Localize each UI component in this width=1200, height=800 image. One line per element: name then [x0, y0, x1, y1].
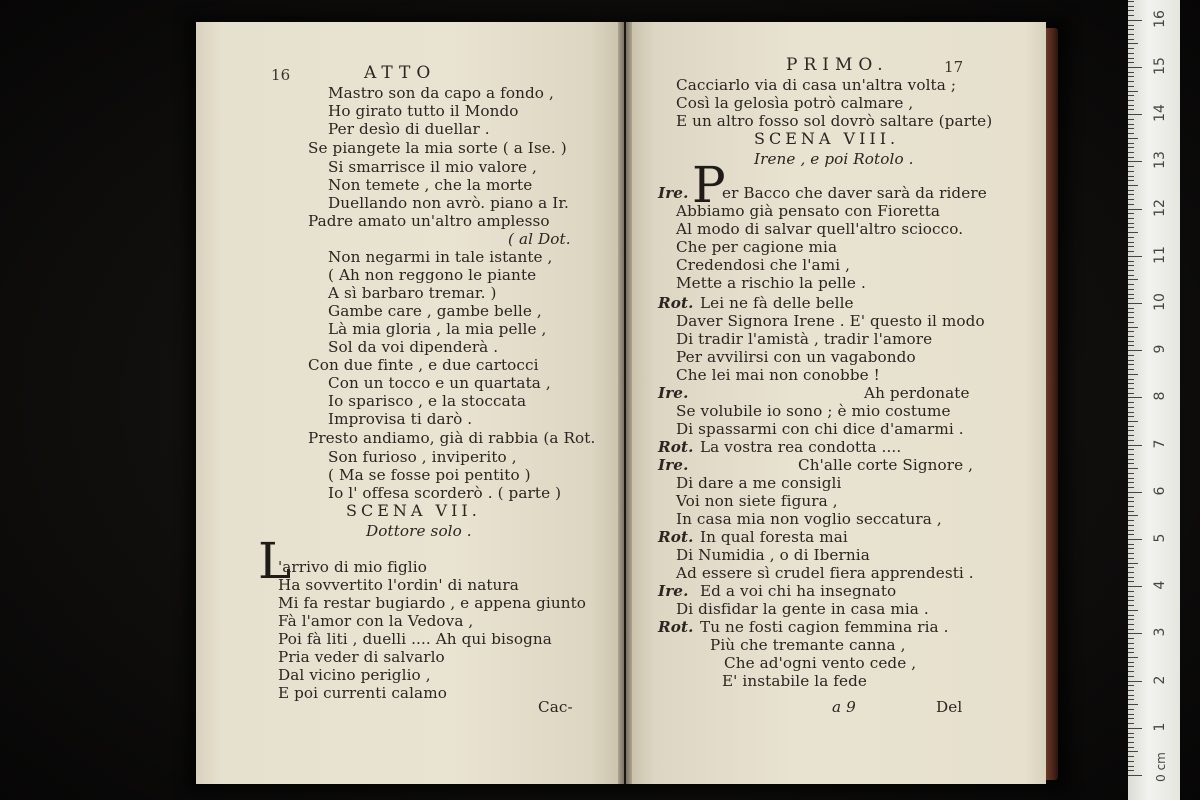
ruler-tick — [1128, 468, 1138, 469]
verse-line: Non temete , che la morte — [328, 176, 533, 194]
ruler-tick — [1128, 534, 1134, 535]
ruler-tick — [1128, 1, 1134, 2]
speaker-label: Rot. — [658, 618, 694, 636]
ruler-tick — [1128, 681, 1142, 682]
ruler-tick — [1128, 600, 1134, 601]
ruler-tick — [1128, 619, 1134, 620]
left-page — [196, 22, 624, 784]
dialogue-line: Che lei mai non conobbe ! — [676, 366, 880, 384]
ruler-tick — [1128, 199, 1134, 200]
dialogue-line: Daver Signora Irene . E' questo il modo — [676, 312, 985, 330]
ruler-tick — [1128, 294, 1134, 295]
ruler-tick — [1128, 256, 1142, 257]
ruler-tick — [1128, 709, 1134, 710]
dialogue-line: Ah perdonate — [864, 384, 970, 402]
verse-line: Così la gelosìa potrò calmare , — [676, 94, 914, 112]
scene-title: SCENA VIII. — [754, 129, 900, 148]
dialogue-line: Abbiamo già pensato con Fioretta — [676, 202, 941, 220]
ruler-tick — [1128, 761, 1134, 762]
speaker-label: Rot. — [658, 438, 694, 456]
ruler-tick — [1128, 152, 1134, 153]
ruler-tick — [1128, 204, 1134, 205]
ruler-tick — [1128, 723, 1134, 724]
ruler-tick — [1128, 766, 1134, 767]
dialogue-line: Per avvilirsi con un vagabondo — [676, 348, 916, 366]
signature-mark: a 9 — [832, 698, 856, 716]
ruler-tick — [1128, 218, 1134, 219]
ruler-tick — [1128, 416, 1134, 417]
ruler-tick — [1128, 643, 1134, 644]
verse-line: Dal vicino periglio , — [278, 666, 431, 684]
ruler-tick — [1128, 39, 1134, 40]
verse-line: Si smarrisce il mio valore , — [328, 158, 537, 176]
book-gutter — [618, 22, 632, 784]
ruler-tick — [1128, 487, 1134, 488]
ruler-tick — [1128, 718, 1134, 719]
ruler-tick — [1128, 596, 1134, 597]
ruler-tick — [1128, 128, 1134, 129]
ruler-number: 1 — [1152, 722, 1168, 732]
ruler-tick — [1128, 544, 1134, 545]
ruler-tick — [1128, 331, 1134, 332]
ruler-tick — [1128, 336, 1134, 337]
ruler-tick — [1128, 190, 1134, 191]
ruler-tick — [1128, 492, 1142, 493]
speaker-label: Ire. — [658, 184, 689, 202]
ruler-tick — [1128, 426, 1134, 427]
ruler-number: 13 — [1152, 151, 1168, 170]
ruler-tick — [1128, 567, 1134, 568]
ruler-tick — [1128, 25, 1134, 26]
ruler-tick — [1128, 157, 1134, 158]
ruler-tick — [1128, 308, 1134, 309]
dialogue-line: E' instabile la fede — [722, 672, 867, 690]
ruler-tick — [1128, 237, 1134, 238]
dialogue-line: Di dare a me consigli — [676, 474, 842, 492]
dialogue-line: In casa mia non voglio seccatura , — [676, 510, 942, 528]
ruler-tick — [1128, 289, 1134, 290]
ruler-tick — [1128, 633, 1142, 634]
ruler-tick — [1128, 473, 1134, 474]
ruler-number: 16 — [1152, 9, 1168, 28]
ruler-tick — [1128, 76, 1134, 77]
ruler-tick — [1128, 350, 1142, 351]
ruler-tick — [1128, 369, 1134, 370]
ruler-tick — [1128, 449, 1134, 450]
ruler-number: 3 — [1152, 627, 1168, 637]
ruler-tick — [1128, 72, 1134, 73]
cover-edge — [1046, 28, 1058, 780]
ruler-tick — [1128, 298, 1134, 299]
ruler-tick — [1128, 577, 1134, 578]
verse-line: E poi currenti calamo — [278, 684, 447, 702]
ruler-tick — [1128, 506, 1134, 507]
ruler-tick — [1128, 114, 1142, 115]
speaker-label: Ire. — [658, 384, 689, 402]
dialogue-line: Lei ne fà delle belle — [700, 294, 854, 312]
ruler-tick — [1128, 733, 1134, 734]
ruler-tick — [1128, 143, 1134, 144]
speaker-label: Ire. — [658, 456, 689, 474]
verse-line: A sì barbaro tremar. ) — [328, 284, 497, 302]
ruler-tick — [1128, 482, 1134, 483]
ruler-tick — [1128, 265, 1134, 266]
ruler-tick — [1128, 194, 1134, 195]
ruler-tick — [1128, 671, 1134, 672]
ruler-tick — [1128, 402, 1134, 403]
ruler-tick — [1128, 737, 1134, 738]
ruler-tick — [1128, 497, 1134, 498]
ruler-tick — [1128, 615, 1134, 616]
ruler-tick — [1128, 539, 1142, 540]
ruler-tick — [1128, 676, 1134, 677]
ruler-tick — [1128, 20, 1142, 21]
verse-line: E un altro fosso sol dovrò saltare (parte) — [676, 112, 993, 130]
dialogue-line: Che ad'ogni vento cede , — [724, 654, 917, 672]
verse-line: Ha sovvertito l'ordin' di natura — [278, 576, 519, 594]
ruler-tick — [1128, 511, 1134, 512]
ruler-number: 12 — [1152, 198, 1168, 217]
drop-capital: L — [258, 532, 292, 590]
ruler-tick — [1128, 15, 1134, 16]
verse-line: Gambe care , gambe belle , — [328, 302, 542, 320]
ruler-tick — [1128, 29, 1134, 30]
ruler-tick — [1128, 223, 1134, 224]
verse-line: Sol da voi dipenderà . — [328, 338, 499, 356]
ruler-tick — [1128, 388, 1134, 389]
ruler-tick — [1128, 355, 1134, 356]
ruler-tick — [1128, 6, 1134, 7]
ruler-tick — [1128, 209, 1142, 210]
ruler-tick — [1128, 166, 1134, 167]
verse-line: Fà l'amor con la Vedova , — [278, 612, 474, 630]
ruler-tick — [1128, 86, 1134, 87]
left-running-head: ATTO — [364, 63, 437, 83]
right-running-head: PRIMO. — [786, 55, 889, 75]
dialogue-line: Di disfidar la gente in casa mia . — [676, 600, 929, 618]
ruler-tick — [1128, 430, 1134, 431]
dialogue-line: Ch'alle corte Signore , — [798, 456, 974, 474]
ruler-tick — [1128, 775, 1142, 776]
ruler-tick — [1128, 591, 1134, 592]
ruler-tick — [1128, 515, 1138, 516]
ruler-tick — [1128, 109, 1134, 110]
ruler-number: 8 — [1152, 391, 1168, 401]
ruler-tick — [1128, 751, 1138, 752]
speaker-label: Ire. — [658, 582, 689, 600]
ruler-tick — [1128, 530, 1134, 531]
ruler-tick — [1128, 605, 1134, 606]
dialogue-line: Tu ne fosti cagion femmina ria . — [700, 618, 949, 636]
ruler-tick — [1128, 227, 1134, 228]
scene-characters: Dottore solo . — [366, 522, 472, 540]
ruler-tick — [1128, 478, 1134, 479]
dialogue-line: Se volubile io sono ; è mio costume — [676, 402, 951, 420]
ruler-tick — [1128, 563, 1138, 564]
ruler-number: 5 — [1152, 533, 1168, 543]
dialogue-line: Che per cagione mia — [676, 238, 838, 256]
ruler-tick — [1128, 520, 1134, 521]
verse-line: Se piangete la mia sorte ( a Ise. ) — [308, 139, 567, 157]
dialogue-line: In qual foresta mai — [700, 528, 848, 546]
ruler-tick — [1128, 374, 1138, 375]
ruler-tick — [1128, 312, 1134, 313]
ruler-tick — [1128, 699, 1134, 700]
ruler-number: 6 — [1152, 486, 1168, 496]
verse-line: Padre amato un'altro amplesso — [308, 212, 550, 230]
verse-line: Presto andiamo, già di rabbia (a Rot. — [308, 429, 596, 447]
ruler-tick — [1128, 62, 1134, 63]
ruler-tick — [1128, 454, 1134, 455]
ruler-tick — [1128, 742, 1134, 743]
scene-characters: Irene , e poi Rotolo . — [754, 150, 914, 168]
drop-capital: P — [692, 156, 726, 214]
verse-line: Cacciarlo via di casa un'altra volta ; — [676, 76, 957, 94]
ruler-tick — [1128, 284, 1134, 285]
ruler-tick — [1128, 138, 1138, 139]
ruler-tick — [1128, 525, 1134, 526]
ruler-tick — [1128, 10, 1134, 11]
dialogue-line: Più che tremante canna , — [710, 636, 906, 654]
ruler-tick — [1128, 558, 1134, 559]
ruler-tick — [1128, 176, 1134, 177]
ruler-tick — [1128, 43, 1138, 44]
verse-line: Con due finte , e due cartocci — [308, 356, 539, 374]
ruler-tick — [1128, 572, 1134, 573]
catchword: Del — [936, 698, 963, 716]
verse-line: Son furioso , inviperito , — [328, 448, 517, 466]
ruler-number: 14 — [1152, 104, 1168, 123]
verse-line: Io sparisco , e la stoccata — [328, 392, 527, 410]
ruler-tick — [1128, 119, 1134, 120]
open-book — [196, 22, 1060, 784]
dialogue-line: Credendosi che l'ami , — [676, 256, 851, 274]
dialogue-line: Di spassarmi con chi dice d'amarmi . — [676, 420, 964, 438]
ruler-tick — [1128, 548, 1134, 549]
ruler-tick — [1128, 412, 1134, 413]
left-page-number: 16 — [271, 66, 291, 84]
verse-line: Non negarmi in tale istante , — [328, 248, 553, 266]
dialogue-line: Mette a rischio la pelle . — [676, 274, 866, 292]
ruler-tick — [1128, 303, 1142, 304]
ruler-tick — [1128, 770, 1134, 771]
ruler-tick — [1128, 501, 1134, 502]
speaker-label: Rot. — [658, 294, 694, 312]
dialogue-line: La vostra rea condotta .... — [700, 438, 902, 456]
ruler-tick — [1128, 232, 1138, 233]
verse-line: 'arrivo di mio figlio — [278, 558, 427, 576]
ruler-tick — [1128, 610, 1138, 611]
ruler-tick — [1128, 638, 1134, 639]
dialogue-line: Di tradir l'amistà , tradir l'amore — [676, 330, 933, 348]
verse-line: Per desìo di duellar . — [328, 120, 490, 138]
ruler-tick — [1128, 747, 1134, 748]
ruler-tick — [1128, 440, 1134, 441]
ruler-tick — [1128, 105, 1134, 106]
ruler-tick — [1128, 95, 1134, 96]
ruler-tick — [1128, 327, 1138, 328]
ruler-tick — [1128, 81, 1134, 82]
ruler-tick — [1128, 581, 1134, 582]
ruler-tick — [1128, 704, 1138, 705]
ruler-tick — [1128, 345, 1134, 346]
ruler-tick — [1128, 652, 1134, 653]
verse-line: Mi fa restar bugiardo , e appena giunto — [278, 594, 587, 612]
ruler-tick — [1128, 685, 1134, 686]
ruler-number: 9 — [1152, 344, 1168, 354]
ruler-tick — [1128, 341, 1134, 342]
ruler-tick — [1128, 270, 1134, 271]
catchword: Cac- — [538, 698, 573, 716]
verse-line: ( Ma se fosse poi pentito ) — [328, 466, 531, 484]
ruler-tick — [1128, 690, 1134, 691]
ruler-tick — [1128, 242, 1134, 243]
ruler-unit-label: 0 cm — [1153, 752, 1168, 782]
verse-line: Improvisa ti darò . — [328, 410, 473, 428]
ruler-tick — [1128, 657, 1138, 658]
ruler-tick — [1128, 261, 1134, 262]
ruler-tick — [1128, 435, 1134, 436]
ruler-number: 4 — [1152, 580, 1168, 590]
verse-line: Ho girato tutto il Mondo — [328, 102, 519, 120]
ruler-tick — [1128, 180, 1134, 181]
ruler-tick — [1128, 379, 1134, 380]
ruler-tick — [1128, 553, 1134, 554]
ruler-tick — [1128, 695, 1134, 696]
ruler-tick — [1128, 67, 1142, 68]
verse-line: ( Ah non reggono le piante — [328, 266, 537, 284]
ruler-tick — [1128, 662, 1134, 663]
verse-line: Mastro son da capo a fondo , — [328, 84, 554, 102]
verse-line: Duellando non avrò. piano a Ir. — [328, 194, 569, 212]
dialogue-line: er Bacco che daver sarà da ridere — [722, 184, 987, 202]
ruler-tick — [1128, 279, 1138, 280]
dialogue-line: Voi non siete figura , — [676, 492, 838, 510]
ruler-number: 2 — [1152, 675, 1168, 685]
ruler-tick — [1128, 648, 1134, 649]
ruler-tick — [1128, 317, 1134, 318]
dialogue-line: Al modo di salvar quell'altro sciocco. — [676, 220, 964, 238]
ruler-tick — [1128, 459, 1134, 460]
stage-direction: ( al Dot. — [508, 230, 571, 248]
ruler-tick — [1128, 185, 1138, 186]
ruler-tick — [1128, 48, 1134, 49]
ruler-tick — [1128, 251, 1134, 252]
ruler-tick — [1128, 666, 1134, 667]
measurement-ruler — [1128, 0, 1180, 800]
dialogue-line: Di Numidia , o di Ibernia — [676, 546, 870, 564]
ruler-tick — [1128, 445, 1142, 446]
ruler-tick — [1128, 161, 1142, 162]
ruler-tick — [1128, 171, 1134, 172]
ruler-tick — [1128, 133, 1134, 134]
ruler-tick — [1128, 364, 1134, 365]
ruler-tick — [1128, 58, 1134, 59]
ruler-tick — [1128, 213, 1134, 214]
ruler-tick — [1128, 756, 1134, 757]
ruler-tick — [1128, 728, 1142, 729]
ruler-number: 7 — [1152, 439, 1168, 449]
ruler-tick — [1128, 397, 1142, 398]
ruler-tick — [1128, 124, 1134, 125]
ruler-tick — [1128, 463, 1134, 464]
ruler-tick — [1128, 586, 1142, 587]
ruler-tick — [1128, 421, 1138, 422]
scene-title: SCENA VII. — [346, 501, 481, 520]
ruler-tick — [1128, 34, 1134, 35]
speaker-label: Rot. — [658, 528, 694, 546]
ruler-tick — [1128, 407, 1134, 408]
right-page — [626, 22, 1046, 784]
dialogue-line: Ed a voi chi ha insegnato — [700, 582, 897, 600]
ruler-tick — [1128, 100, 1134, 101]
right-page-number: 17 — [944, 58, 964, 76]
ruler-tick — [1128, 275, 1134, 276]
dialogue-line: Ad essere sì crudel fiera apprendesti . — [676, 564, 974, 582]
ruler-number: 10 — [1152, 293, 1168, 311]
ruler-tick — [1128, 629, 1134, 630]
ruler-tick — [1128, 246, 1134, 247]
ruler-tick — [1128, 360, 1134, 361]
ruler-number: 11 — [1152, 245, 1168, 264]
ruler-tick — [1128, 53, 1134, 54]
ruler-number: 15 — [1152, 57, 1168, 75]
ruler-tick — [1128, 147, 1134, 148]
ruler-tick — [1128, 714, 1134, 715]
ruler-tick — [1128, 383, 1134, 384]
ruler-tick — [1128, 91, 1138, 92]
verse-line: Là mia gloria , la mia pelle , — [328, 320, 547, 338]
verse-line: Pria veder di salvarlo — [278, 648, 445, 666]
ruler-tick — [1128, 624, 1134, 625]
verse-line: Con un tocco e un quartata , — [328, 374, 551, 392]
ruler-tick — [1128, 322, 1134, 323]
verse-line: Poi fà liti , duelli .... Ah qui bisogna — [278, 630, 552, 648]
verse-line: Io l' offesa scorderò . ( parte ) — [328, 484, 562, 502]
ruler-tick — [1128, 393, 1134, 394]
